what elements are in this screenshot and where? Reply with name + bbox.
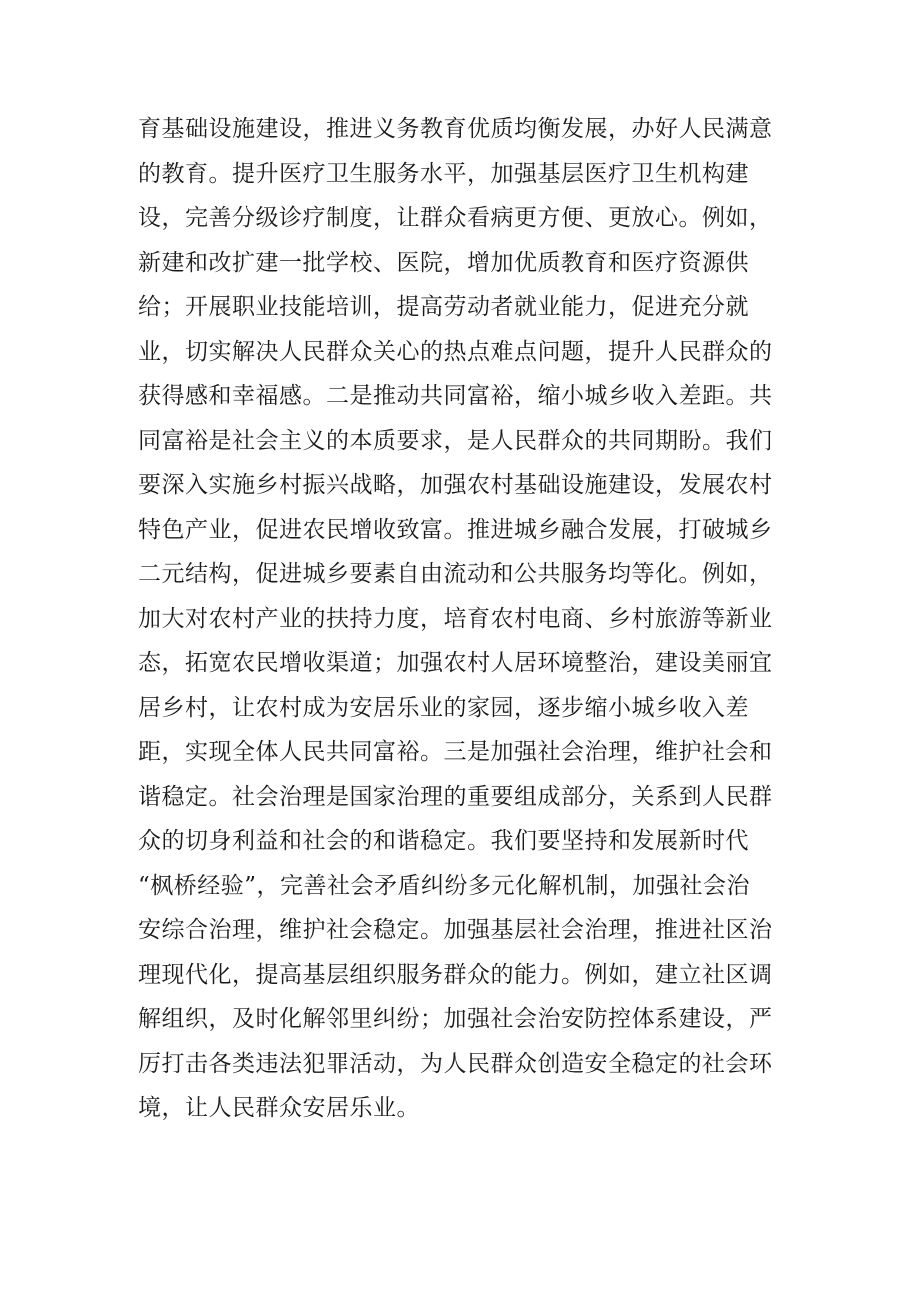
text-line: 众的切身利益和社会的和谐稳定。我们要坚持和发展新时代 — [138, 828, 749, 854]
text-line: 安综合治理，维护社会稳定。加强基层社会治理，推进社区治 — [138, 917, 773, 943]
text-line: 要深入实施乡村振兴战略，加强农村基础设施建设，发展农村 — [138, 472, 773, 498]
text-line: 态，拓宽农民增收渠道；加强农村人居环境整治，建设美丽宜 — [138, 650, 773, 676]
text-line: 育基础设施建设，推进义务教育优质均衡发展，办好人民满意 — [138, 116, 773, 142]
text-line: 距，实现全体人民共同富裕。三是加强社会治理，维护社会和 — [138, 739, 773, 765]
text-line: 业，切实解决人民群众关心的热点难点问题，提升人民群众的 — [138, 338, 773, 365]
text-line: 特色产业，促进农民增收致富。推进城乡融合发展，打破城乡 — [138, 516, 773, 543]
text-line: 谐稳定。社会治理是国家治理的重要组成部分，关系到人民群 — [138, 783, 773, 810]
text-line: 设，完善分级诊疗制度，让群众看病更方便、更放心。例如， — [138, 205, 773, 231]
text-line: 二元结构，促进城乡要素自由流动和公共服务均等化。例如， — [138, 561, 773, 587]
text-line: 境，让人民群众安居乐业。 — [138, 1095, 420, 1121]
text-line: 同富裕是社会主义的本质要求，是人民群众的共同期盼。我们 — [138, 427, 773, 454]
text-line: 居乡村，让农村成为安居乐业的家园，逐步缩小城乡收入差 — [138, 694, 749, 721]
body-text — [138, 107, 778, 1131]
text-line: 解组织，及时化解邻里纠纷；加强社会治安防控体系建设，严 — [138, 1006, 773, 1032]
text-line: 新建和改扩建一批学校、医院，增加优质教育和医疗资源供 — [138, 249, 749, 276]
text-line: 获得感和幸福感。二是推动共同富裕，缩小城乡收入差距。共 — [138, 383, 773, 409]
text-line: 给；开展职业技能培训，提高劳动者就业能力，促进充分就 — [138, 294, 749, 320]
text-line: 的教育。提升医疗卫生服务水平，加强基层医疗卫生机构建 — [138, 160, 749, 187]
text-line: 加大对农村产业的扶持力度，培育农村电商、乡村旅游等新业 — [138, 605, 773, 632]
text-line: 厉打击各类违法犯罪活动，为人民群众创造安全稳定的社会环 — [138, 1050, 773, 1077]
text-line: 理现代化，提高基层组织服务群众的能力。例如，建立社区调 — [138, 961, 773, 988]
text-line: “枫桥经验”，完善社会矛盾纠纷多元化解机制，加强社会治 — [138, 872, 751, 899]
